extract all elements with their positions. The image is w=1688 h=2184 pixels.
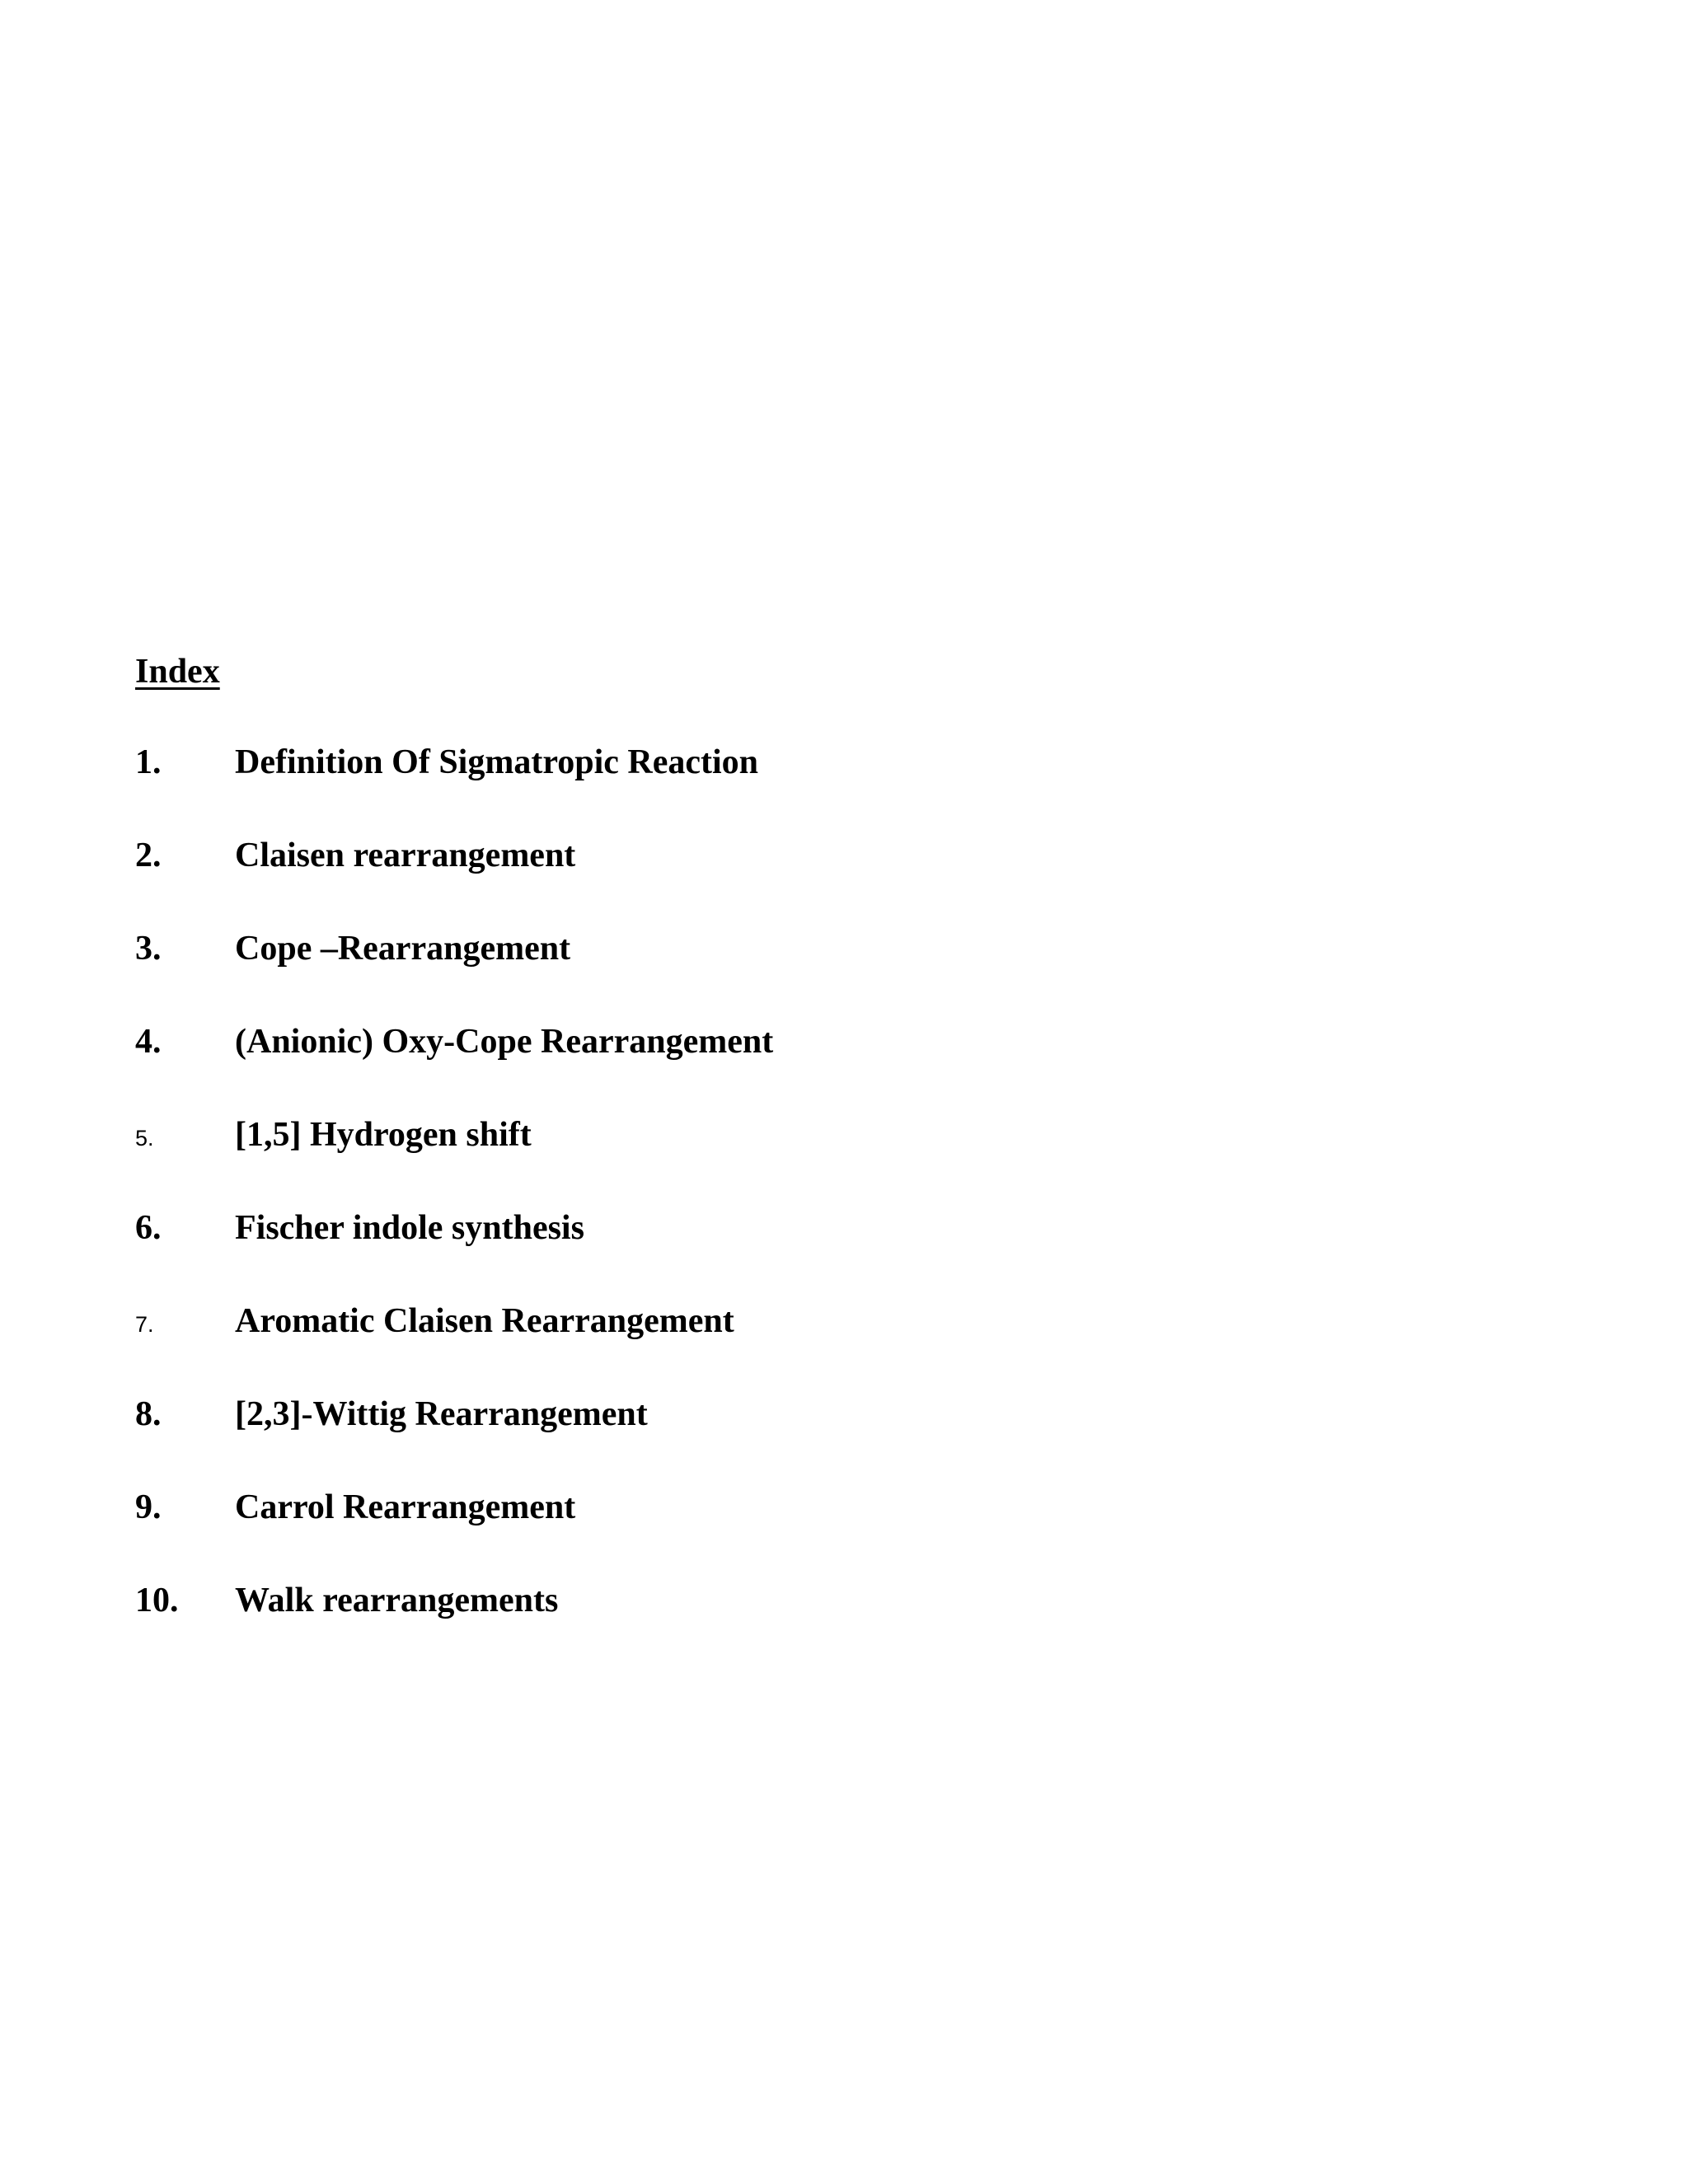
item-number: 6. (135, 1209, 162, 1247)
list-item (135, 1021, 1289, 1114)
index-list (135, 742, 1289, 1673)
item-title: Definition Of Sigmatropic Reaction (235, 743, 759, 781)
item-title: [2,3]-Wittig Rearrangement (235, 1395, 648, 1433)
item-number: 3. (135, 930, 162, 968)
list-item (135, 835, 1289, 928)
item-title: Carrol Rearrangement (235, 1488, 576, 1526)
list-item (135, 1394, 1289, 1487)
item-number: 8. (135, 1395, 162, 1433)
item-number: 9. (135, 1488, 162, 1526)
item-number: 5. (135, 1126, 154, 1151)
item-title: [1,5] Hydrogen shift (235, 1116, 532, 1154)
list-item (135, 1301, 1289, 1394)
list-item (135, 742, 1289, 835)
item-title: Fischer indole synthesis (235, 1209, 584, 1247)
list-item (135, 1207, 1289, 1301)
index-heading: Index (135, 653, 220, 691)
item-title: Aromatic Claisen Rearrangement (235, 1302, 734, 1340)
item-number: 7. (135, 1312, 154, 1337)
list-item (135, 1114, 1289, 1207)
item-title: Cope –Rearrangement (235, 930, 571, 968)
item-number: 10. (135, 1582, 179, 1619)
item-number: 2. (135, 837, 162, 874)
item-title: Claisen rearrangement (235, 837, 576, 874)
list-item (135, 928, 1289, 1021)
list-item (135, 1580, 1289, 1673)
item-title: (Anionic) Oxy-Cope Rearrangement (235, 1023, 774, 1061)
item-title: Walk rearrangements (235, 1582, 559, 1619)
list-item (135, 1487, 1289, 1580)
item-number: 1. (135, 743, 162, 781)
item-number: 4. (135, 1023, 162, 1061)
